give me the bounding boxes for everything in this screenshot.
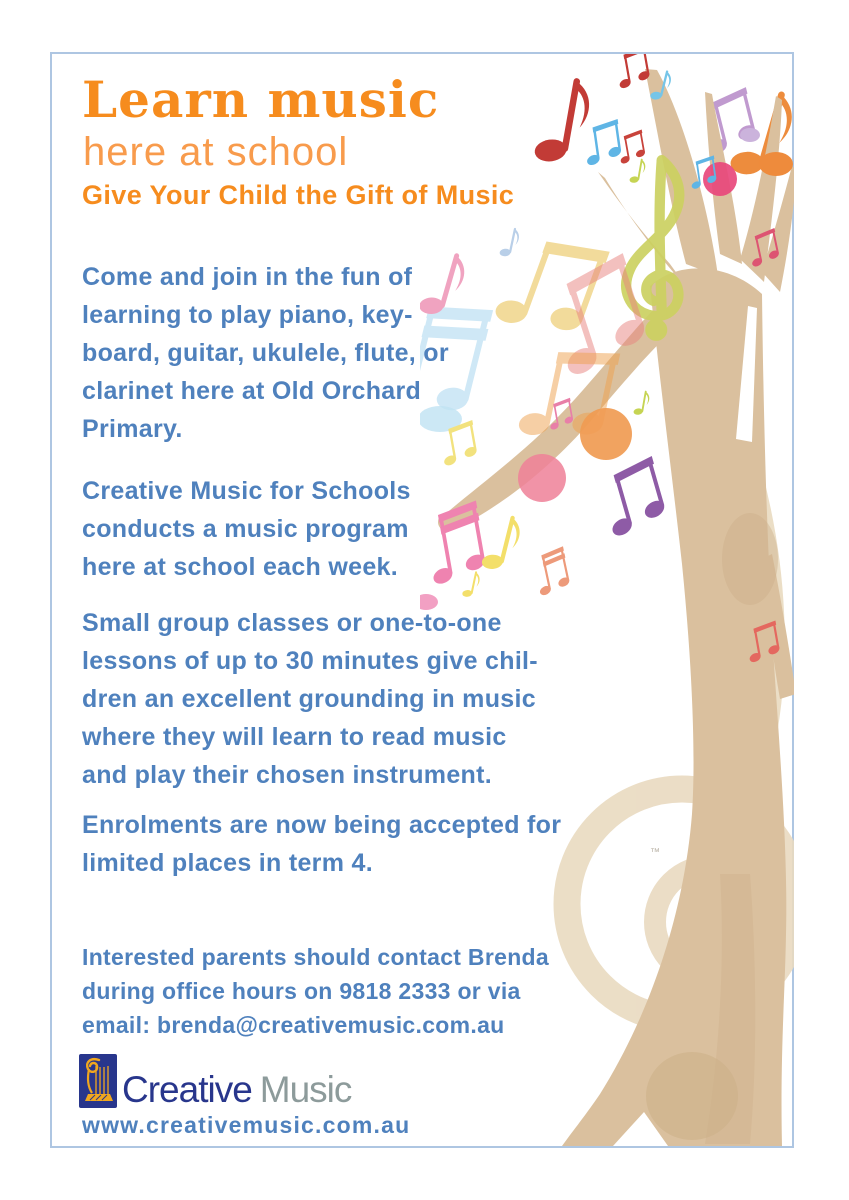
beamed-notes-icon bbox=[581, 119, 624, 167]
paragraph-line: lessons of up to 30 minutes give chil- bbox=[82, 647, 538, 675]
eighth-note-icon bbox=[530, 76, 593, 171]
beamed-notes-icon bbox=[594, 456, 672, 540]
note-head-icon bbox=[518, 454, 566, 502]
creative-music-logo bbox=[79, 1054, 351, 1108]
paragraph-line: Enrolments are now being accepted for bbox=[82, 811, 562, 839]
lyre-logo-icon bbox=[79, 1054, 117, 1108]
note-head-icon bbox=[740, 128, 760, 142]
website-url: www.creativemusic.com.au bbox=[82, 1112, 411, 1138]
paragraph-line: Small group classes or one-to-one bbox=[82, 609, 502, 637]
contact-line: Interested parents should contact Brenda bbox=[82, 944, 549, 970]
contact-line: during office hours on 9818 2333 or via bbox=[82, 978, 521, 1004]
page-border-frame bbox=[50, 52, 794, 1148]
paragraph-line: Primary. bbox=[82, 415, 183, 443]
brand-name-creative: Creative bbox=[122, 1069, 252, 1110]
paragraph-line: board, guitar, ukulele, flute, or bbox=[82, 339, 449, 367]
body-paragraph-4 bbox=[82, 806, 561, 882]
beamed-notes-icon bbox=[613, 54, 653, 90]
paragraph-line: where they will learn to read music bbox=[82, 723, 507, 751]
trademark-symbol: ™ bbox=[650, 847, 660, 858]
body-paragraph-3 bbox=[82, 604, 538, 794]
paragraph-line: and play their chosen instrument. bbox=[82, 761, 492, 789]
eighth-note-icon bbox=[628, 158, 646, 186]
brand-name-music: Music bbox=[259, 1069, 352, 1110]
contact-paragraph bbox=[82, 940, 549, 1042]
paragraph-line: clarinet here at Old Orchard bbox=[82, 377, 422, 405]
paragraph-line: limited places in term 4. bbox=[82, 849, 373, 877]
paragraph-line: here at school each week. bbox=[82, 553, 398, 581]
eighth-note-icon bbox=[478, 513, 523, 577]
beamed-notes-icon bbox=[531, 546, 573, 597]
body-paragraph-2 bbox=[82, 472, 411, 586]
eighth-note-icon bbox=[461, 570, 482, 600]
note-head-icon bbox=[580, 408, 632, 460]
paragraph-line: learning to play piano, key- bbox=[82, 301, 413, 329]
poster-tagline: Give Your Child the Gift of Music bbox=[82, 180, 515, 210]
body-paragraph-1 bbox=[82, 258, 449, 448]
note-head-icon bbox=[759, 152, 793, 176]
paragraph-line: conducts a music program bbox=[82, 515, 409, 543]
poster-title: Learn music bbox=[82, 70, 440, 129]
poster-subtitle: here at school bbox=[83, 130, 349, 174]
contact-line: email: brenda@creativemusic.com.au bbox=[82, 1012, 505, 1038]
beamed-notes-icon bbox=[489, 221, 611, 351]
paragraph-line: Come and join in the fun of bbox=[82, 263, 413, 291]
paragraph-line: Creative Music for Schools bbox=[82, 477, 411, 505]
eighth-note-icon bbox=[498, 227, 521, 260]
paragraph-line: dren an excellent grounding in music bbox=[82, 685, 536, 713]
eighth-note-icon bbox=[632, 390, 650, 418]
